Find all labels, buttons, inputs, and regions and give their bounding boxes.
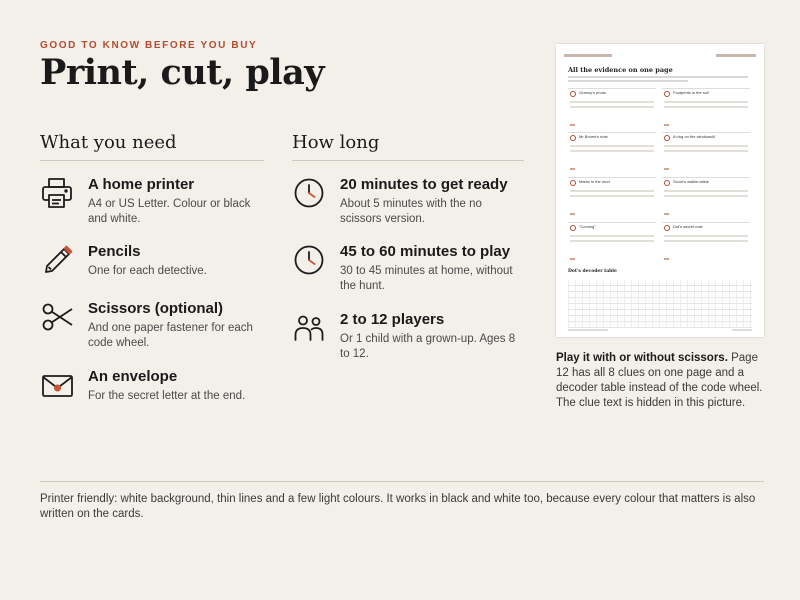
people-icon: [292, 311, 340, 362]
duration-desc: Or 1 child with a grown-up. Ages 8 to 12.: [340, 333, 516, 360]
page-title: Print, cut, play: [40, 52, 325, 93]
need-desc: And one paper fastener for each code wheel.: [88, 322, 253, 349]
preview-table-title: Dot's decoder table: [568, 269, 617, 274]
clue-label: Marks in the mud: [579, 179, 610, 184]
clue-label: Granny's photo: [579, 90, 607, 95]
clue-label: "Coming": [579, 224, 596, 229]
preview-clue-card: [568, 88, 656, 126]
duration-item-players: [292, 311, 524, 362]
need-item-printer: [40, 176, 264, 227]
preview-title: All the evidence on one page: [568, 66, 673, 74]
clue-label: Mr Brown's note: [579, 134, 608, 139]
scissors-icon: [40, 300, 88, 351]
preview-decoder-table: [568, 280, 752, 328]
evidence-page-preview: [556, 44, 764, 337]
clue-label: Dot's secret note: [673, 224, 703, 229]
preview-header-bar: [564, 54, 756, 59]
duration-name: 45 to 60 minutes to play: [340, 243, 511, 260]
need-name: Pencils: [88, 243, 141, 260]
clock-icon: [292, 243, 340, 294]
preview-clue-card: [568, 222, 656, 260]
preview-caption: [556, 351, 768, 411]
need-name: Scissors (optional): [88, 300, 224, 317]
preview-clue-card: [568, 132, 656, 170]
clue-label: Scout's walkie-talkie: [673, 179, 709, 184]
pencil-icon: [40, 243, 88, 279]
duration-item-setup: [292, 176, 524, 227]
need-desc: One for each detective.: [88, 265, 207, 277]
preview-subtitle-line: [568, 80, 688, 82]
printer-icon: [40, 176, 88, 227]
caption-text: Page 12 has all 8 clues on one page and a decoder table instead of the code wheel. The clue text is hidden in this picture.: [556, 352, 763, 409]
eyebrow-label: GOOD TO KNOW BEFORE YOU BUY: [40, 40, 258, 51]
preview-subtitle-line: [568, 76, 748, 78]
what-you-need-section: [40, 132, 264, 402]
clue-label: A ring on the windowsill: [673, 134, 715, 139]
duration-item-play: [292, 243, 524, 294]
clock-icon: [292, 176, 340, 227]
footer-divider: [40, 481, 764, 482]
preview-clue-card: [662, 132, 750, 170]
duration-desc: 30 to 45 minutes at home, without the hunt.: [340, 265, 513, 292]
need-item-scissors: [40, 300, 264, 351]
need-desc: For the secret letter at the end.: [88, 390, 246, 402]
duration-desc: About 5 minutes with the no scissors version.: [340, 198, 482, 225]
envelope-icon: [40, 368, 88, 404]
how-long-section: [292, 132, 524, 360]
duration-name: 20 minutes to get ready: [340, 176, 508, 193]
need-item-pencils: [40, 243, 207, 279]
duration-name: 2 to 12 players: [340, 311, 445, 328]
footer-note: Printer friendly: white background, thin lines and a few light colours. It works in black and white too, because every colour that matters is also written on the cards.: [40, 493, 756, 520]
need-name: A home printer: [88, 176, 195, 193]
preview-clue-card: [662, 222, 750, 260]
what-you-need-heading: What you need: [40, 132, 264, 161]
need-desc: A4 or US Letter. Colour or black and white.: [88, 198, 251, 225]
need-item-envelope: [40, 368, 245, 404]
caption-bold: Play it with or without scissors.: [556, 352, 728, 364]
preview-clue-card: [662, 177, 750, 215]
preview-footer-line: [568, 329, 608, 331]
clue-label: Footprints in the soil: [673, 90, 709, 95]
need-name: An envelope: [88, 368, 178, 385]
preview-clue-card: [568, 177, 656, 215]
how-long-heading: How long: [292, 132, 524, 161]
preview-footer-line: [732, 329, 752, 331]
preview-clue-card: [662, 88, 750, 126]
